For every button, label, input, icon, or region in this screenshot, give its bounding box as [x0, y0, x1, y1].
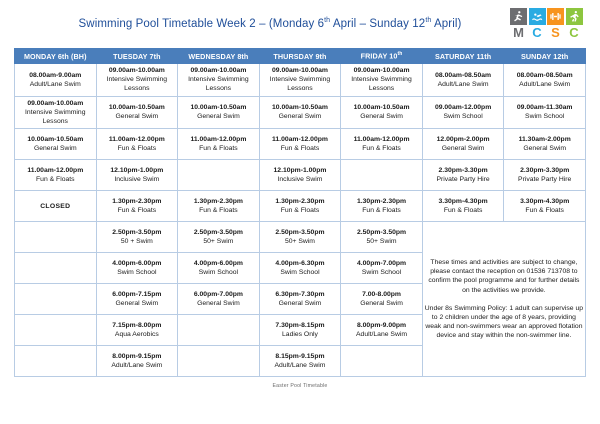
timetable-cell-session — [15, 64, 97, 97]
table-row — [15, 129, 586, 160]
timetable-cell-session — [259, 315, 341, 346]
column-header-sunday: SUNDAY 12th — [504, 49, 586, 64]
timetable-cell-session — [178, 253, 260, 284]
table-row — [15, 160, 586, 191]
timetable-cell-empty — [178, 346, 260, 377]
timetable-cell-empty — [15, 346, 97, 377]
page-title-part3: April) — [431, 17, 462, 30]
timetable-cell-session — [96, 284, 178, 315]
session-time: 2.50pm-3.50pm — [275, 229, 325, 237]
column-header-wednesday: WEDNESDAY 8th — [178, 49, 260, 64]
session-time: 09.00am-12.00pm — [434, 104, 492, 112]
timetable-cell-session — [341, 222, 423, 253]
logo-letter-m: M — [513, 25, 524, 40]
timetable-cell-session — [96, 346, 178, 377]
page-title-ordinal-2: th — [425, 17, 432, 24]
session-time: 11.00am-12.00pm — [190, 136, 247, 144]
session-time: 11.00am-12.00pm — [272, 136, 328, 144]
session-activity: Swim School — [198, 269, 239, 277]
session-activity: Fun & Floats — [443, 207, 483, 215]
timetable-cell-session — [96, 129, 178, 160]
column-header-tuesday: TUESDAY 7th — [96, 49, 178, 64]
footer-caption: Easter Pool Timetable — [272, 383, 328, 390]
timetable-cell-session — [341, 253, 423, 284]
session-time: 1.30pm-2.30pm — [275, 198, 325, 206]
session-time: 11.00am-12.00pm — [353, 136, 410, 144]
session-time: 09.00am-10.00am — [272, 67, 328, 74]
session-activity: Inclusive Swim — [114, 176, 160, 184]
session-time: 8.00pm-9.00pm — [356, 322, 407, 330]
session-activity: Adult/Lane Swim — [274, 362, 326, 370]
timetable-cell-session — [504, 160, 586, 191]
session-activity: Fun & Floats — [280, 145, 320, 153]
gymnast-icon — [510, 8, 527, 25]
session-time: 11.00am-12.00pm — [27, 167, 84, 175]
timetable-cell-session — [178, 222, 260, 253]
note-schedule-disclaimer: These times and activities are subject to change, please contact the reception on 01536 713708 to confirm the pool programme and for further details on the activities we provide. — [428, 258, 580, 294]
session-time: 10.00am-10.50am — [108, 104, 165, 112]
logo-letter-c1: C — [532, 25, 542, 40]
timetable-cell-session — [504, 96, 586, 129]
session-activity: 50+ Swim — [284, 238, 315, 246]
session-time: 2.50pm-3.50pm — [356, 229, 407, 237]
swimming-pool-timetable — [14, 48, 586, 377]
session-time: 3.30pm-4.30pm — [438, 198, 488, 206]
timetable-cell-session — [422, 191, 504, 222]
session-activity: General Swim — [197, 300, 240, 308]
session-activity: General Swim — [115, 300, 159, 308]
timetable-container — [0, 48, 600, 377]
session-activity: General Swim — [360, 113, 403, 121]
session-time: 3.30pm-4.30pm — [520, 198, 570, 206]
session-time: 10.00am-10.50am — [27, 136, 84, 144]
timetable-cell-session — [15, 129, 97, 160]
session-activity: 50+ Swim — [366, 238, 397, 246]
timetable-cell-session — [96, 315, 178, 346]
page-header — [0, 0, 600, 48]
session-activity: Fun & Floats — [280, 207, 320, 215]
table-row — [15, 191, 586, 222]
timetable-cell-session — [96, 160, 178, 191]
logo-icon-tiles — [510, 8, 586, 25]
session-time: 2.30pm-3.30pm — [520, 167, 570, 175]
timetable-cell-session — [341, 129, 423, 160]
timetable-cell-session — [96, 222, 178, 253]
timetable-cell-session — [422, 96, 504, 129]
session-activity: General Swim — [115, 113, 159, 121]
session-time: 1.30pm-2.30pm — [356, 198, 407, 206]
session-time: 11.30am-2.00pm — [518, 136, 571, 144]
timetable-body — [15, 64, 586, 377]
timetable-cell-session — [15, 96, 97, 129]
session-activity: Adult/Lane Swim — [437, 80, 489, 88]
session-time: 1.30pm-2.30pm — [193, 198, 243, 206]
timetable-cell-session — [259, 191, 341, 222]
session-time: 2.50pm-3.50pm — [112, 229, 162, 237]
session-activity: 50 + Swim — [120, 238, 153, 246]
session-activity: Swim School — [117, 269, 157, 277]
session-activity: Swim School — [361, 269, 402, 277]
session-time: 11.00am-12.00pm — [108, 136, 165, 144]
session-activity: Fun & Floats — [36, 176, 75, 184]
timetable-cell-session — [259, 346, 341, 377]
timetable-cell-session — [259, 253, 341, 284]
table-row — [15, 222, 586, 253]
session-time: 12.10pm-1.00pm — [273, 167, 327, 175]
session-time: 09.00am-10.00am — [108, 67, 165, 74]
session-time: 2.30pm-3.30pm — [438, 167, 488, 175]
timetable-cell-empty — [178, 160, 260, 191]
session-time: 08.00am-08.50am — [435, 71, 492, 79]
timetable-cell-session — [259, 64, 341, 97]
timetable-cell-session — [504, 129, 586, 160]
timetable-cell-empty — [15, 222, 97, 253]
mcsc-logo — [510, 8, 586, 40]
table-row — [15, 64, 586, 97]
session-activity: Intensive Swimming Lessons — [25, 108, 86, 126]
timetable-cell-session — [341, 191, 423, 222]
session-time: 4.00pm-7.00pm — [356, 260, 407, 268]
session-time: 12.10pm-1.00pm — [110, 167, 164, 175]
session-activity: Adult/Lane Swim — [519, 80, 571, 88]
session-activity: General Swim — [278, 113, 322, 121]
session-time: 1.30pm-2.30pm — [112, 198, 162, 206]
runner-icon — [566, 8, 583, 25]
timetable-cell-session — [178, 96, 260, 129]
timetable-cell-session — [96, 96, 178, 129]
session-activity: Fun & Floats — [117, 145, 157, 153]
session-activity: Aqua Aerobics — [114, 331, 159, 339]
session-activity: General Swim — [33, 145, 77, 153]
session-activity: General Swim — [523, 145, 567, 153]
session-activity: Fun & Floats — [362, 207, 401, 215]
session-activity: General Swim — [360, 300, 403, 308]
timetable-cell-empty — [15, 253, 97, 284]
session-activity: Fun & Floats — [199, 145, 238, 153]
session-activity: Intensive Swimming Lessons — [188, 76, 249, 93]
timetable-cell-session — [259, 96, 341, 129]
timetable-cell-session — [178, 284, 260, 315]
session-time: 6.00pm-7.15pm — [112, 291, 162, 299]
page-title-part1: Swimming Pool Timetable Week 2 – (Monday 6 — [78, 17, 325, 30]
session-time: 2.50pm-3.50pm — [193, 229, 243, 237]
session-time: 4.00pm-6.30pm — [275, 260, 325, 268]
session-activity: Intensive Swimming Lessons — [106, 76, 168, 93]
timetable-cell-session — [96, 191, 178, 222]
session-activity: Adult/Lane Swim — [111, 362, 163, 370]
timetable-cell-session — [422, 129, 504, 160]
session-time: 09.00am-11.30am — [516, 104, 573, 112]
session-time: 7.00-8.00pm — [362, 291, 401, 299]
timetable-cell-session — [178, 129, 260, 160]
session-activity: Adult/Lane Swim — [29, 80, 81, 88]
session-time: 8.00pm-9.15pm — [112, 353, 162, 361]
weights-icon — [547, 8, 564, 25]
note-under-8s-policy: Under 8s Swimming Policy: 1 adult can supervise up to 2 children under the age of 8 years, providing weak and non-swimmers wear an approved flotation device and stay within the non-swimmer line. — [424, 304, 584, 340]
session-activity: Swim School — [525, 113, 565, 121]
session-time: 08.00am-9.00am — [29, 71, 82, 79]
session-activity: Intensive Swimming Lessons — [269, 76, 331, 93]
session-time: 09.00am-10.00am — [27, 99, 84, 107]
timetable-cell-session — [96, 253, 178, 284]
session-time: 10.00am-10.50am — [272, 104, 328, 112]
session-activity: Swim School — [280, 269, 320, 277]
timetable-cell-session — [341, 284, 423, 315]
session-activity: Ladies Only — [282, 331, 318, 339]
timetable-cell-session — [178, 64, 260, 97]
session-time: 7.30pm-8.15pm — [275, 322, 325, 330]
timetable-cell-session — [178, 191, 260, 222]
session-activity: Fun & Floats — [525, 207, 564, 215]
session-activity: 50+ Swim — [203, 238, 234, 246]
session-time: 10.00am-10.50am — [353, 104, 410, 112]
timetable-cell-session — [259, 129, 341, 160]
logo-letter-c2: C — [569, 25, 579, 40]
logo-letter-s: S — [551, 25, 560, 40]
timetable-cell-session — [96, 64, 178, 97]
timetable-header-row — [15, 49, 586, 64]
session-time: 4.00pm-6.00pm — [193, 260, 243, 268]
column-header-saturday: SATURDAY 11th — [422, 49, 504, 64]
timetable-cell-session — [259, 222, 341, 253]
session-activity: General Swim — [278, 300, 322, 308]
timetable-cell-session — [15, 160, 97, 191]
session-activity: Adult/Lane Swim — [356, 331, 408, 339]
timetable-cell-empty — [15, 315, 97, 346]
session-time: 6.30pm-7.30pm — [275, 291, 325, 299]
session-activity: Inclusive Swim — [277, 176, 323, 184]
swimmer-icon — [529, 8, 546, 25]
session-activity: Swim School — [443, 113, 483, 121]
timetable-cell-session — [341, 96, 423, 129]
session-activity: Private Party Hire — [436, 176, 490, 184]
timetable-cell-empty — [15, 284, 97, 315]
column-header-thursday: THURSDAY 9th — [259, 49, 341, 64]
timetable-cell-session — [259, 284, 341, 315]
column-header-friday: FRIDAY 10th — [341, 49, 423, 64]
timetable-cell-empty — [341, 346, 423, 377]
timetable-cell-session — [259, 160, 341, 191]
session-activity: Fun & Floats — [199, 207, 238, 215]
closed-label: CLOSED — [40, 202, 71, 210]
session-time: 4.00pm-6.00pm — [112, 260, 162, 268]
session-time: 8.15pm-9.15pm — [275, 353, 325, 361]
session-activity: Fun & Floats — [362, 145, 401, 153]
timetable-cell-empty — [341, 160, 423, 191]
timetable-cell-session — [422, 160, 504, 191]
session-activity: Intensive Swimming Lessons — [351, 76, 412, 93]
timetable-cell-empty — [178, 315, 260, 346]
timetable-cell-session — [422, 64, 504, 97]
timetable-cell-session — [504, 64, 586, 97]
session-time: 6.00pm-7.00pm — [193, 291, 243, 299]
session-activity: Fun & Floats — [117, 207, 157, 215]
session-activity: Private Party Hire — [518, 176, 572, 184]
session-time: 7.15pm-8.00pm — [112, 322, 162, 330]
session-activity: General Swim — [197, 113, 240, 121]
session-time: 09.00am-10.00am — [190, 67, 247, 74]
session-time: 10.00am-10.50am — [190, 104, 247, 112]
session-time: 09.00am-10.00am — [353, 67, 410, 74]
logo-letters — [510, 25, 586, 40]
timetable-cell-session — [504, 191, 586, 222]
session-activity: General Swim — [441, 145, 485, 153]
timetable-cell-closed — [15, 191, 97, 222]
page-title-ordinal-1: th — [324, 17, 331, 24]
table-row — [15, 96, 586, 129]
session-time: 08.00am-08.50am — [516, 71, 573, 79]
timetable-cell-session — [341, 64, 423, 97]
page-title-part2: April – Sunday 12 — [330, 17, 426, 30]
timetable-cell-session — [341, 315, 423, 346]
session-time: 12.00pm-2.00pm — [436, 136, 490, 144]
column-header-monday: MONDAY 6th (BH) — [15, 49, 97, 64]
notes-panel — [422, 222, 585, 377]
